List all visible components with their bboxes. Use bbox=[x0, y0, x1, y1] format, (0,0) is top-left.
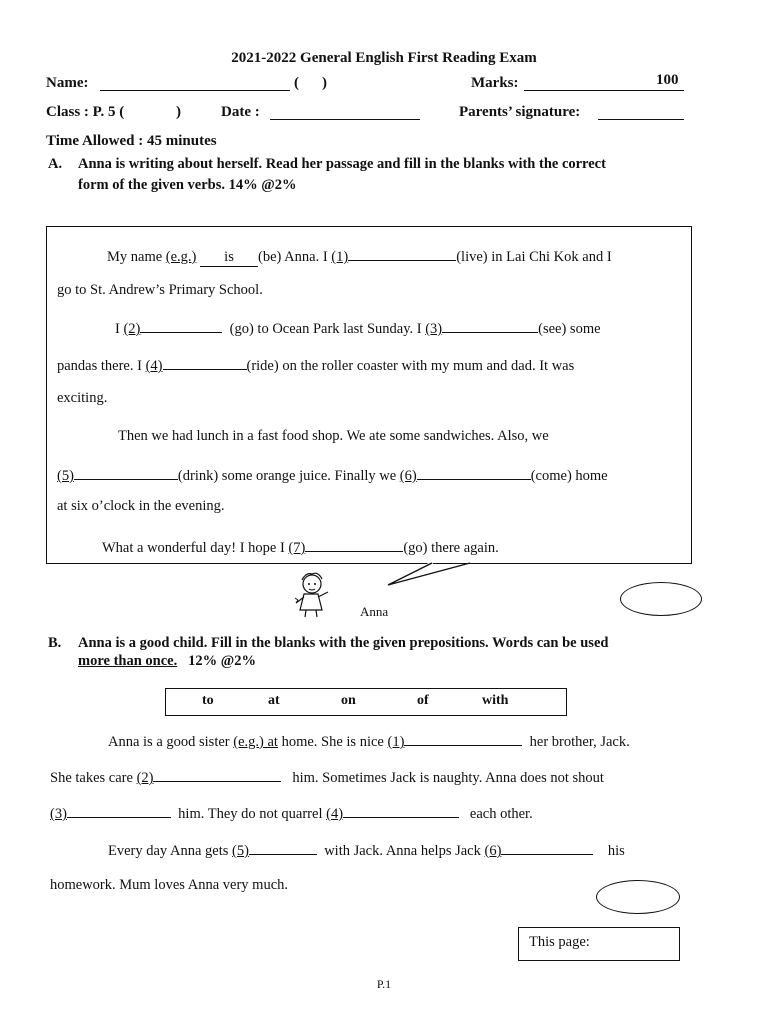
passage-line: (5) (drink) some orange juice. Finally we (6) (come) home bbox=[57, 465, 608, 485]
example-answer: is bbox=[200, 249, 258, 267]
passage-line: What a wonderful day! I hope I (7) (go) there again. bbox=[102, 537, 499, 557]
blank-number-7: (7) bbox=[288, 540, 306, 556]
parents-signature-label: Parents’ signature: bbox=[459, 104, 581, 120]
blank-number-b4: (4) bbox=[326, 806, 344, 822]
passage-b-line: homework. Mum loves Anna very much. bbox=[50, 877, 289, 893]
blank-a4[interactable] bbox=[163, 355, 247, 370]
passage-line: Then we had lunch in a fast food shop. We ate some sandwiches. Also, we bbox=[118, 428, 549, 444]
example-marker-b: (e.g.) at bbox=[233, 734, 278, 750]
blank-number-4: (4) bbox=[145, 358, 163, 374]
blank-number-b5: (5) bbox=[232, 843, 249, 859]
blank-b2[interactable] bbox=[153, 767, 281, 782]
passage-line: My name (e.g.) is (be) Anna. I (1) (live) in Lai Chi Kok and I bbox=[107, 246, 612, 267]
section-a-label: A. bbox=[48, 156, 63, 172]
time-allowed: Time Allowed : 45 minutes bbox=[46, 133, 217, 149]
blank-number-2: (2) bbox=[123, 321, 141, 337]
blank-a3[interactable] bbox=[442, 318, 538, 333]
passage-line: at six o’clock in the evening. bbox=[57, 498, 225, 514]
blank-number-3: (3) bbox=[425, 321, 443, 337]
anna-caption: Anna bbox=[360, 604, 389, 619]
word-bank-item: of bbox=[417, 693, 429, 708]
marks-value: 100 bbox=[656, 72, 679, 88]
word-bank bbox=[165, 688, 567, 716]
blank-a2[interactable] bbox=[140, 318, 222, 333]
blank-b3[interactable] bbox=[67, 803, 171, 818]
this-page-box bbox=[518, 927, 680, 961]
parents-signature-field[interactable] bbox=[598, 105, 684, 120]
date-field[interactable] bbox=[270, 105, 420, 120]
blank-b5[interactable] bbox=[249, 840, 317, 855]
section-b-instruction-line1: Anna is a good child. Fill in the blanks with the given prepositions. Words can be used bbox=[78, 635, 609, 651]
name-field[interactable] bbox=[100, 76, 290, 91]
blank-b6[interactable] bbox=[501, 840, 593, 855]
passage-b-line: Every day Anna gets (5) with Jack. Anna helps Jack (6) his bbox=[108, 840, 625, 860]
section-b-label: B. bbox=[48, 635, 62, 651]
passage-b-line: She takes care (2) him. Sometimes Jack is naughty. Anna does not shout bbox=[50, 767, 604, 787]
blank-number-b3: (3) bbox=[50, 806, 67, 822]
word-bank-item: at bbox=[268, 693, 280, 708]
page-number: P.1 bbox=[376, 977, 392, 991]
passage-line: go to St. Andrew’s Primary School. bbox=[57, 282, 263, 298]
blank-number-6: (6) bbox=[399, 468, 417, 484]
example-marker: (e.g.) bbox=[165, 249, 197, 265]
name-paren-open: ( bbox=[294, 75, 299, 91]
passage-b-line: (3) him. They do not quarrel (4) each other. bbox=[50, 803, 533, 823]
this-page-label: This page: bbox=[529, 934, 590, 950]
blank-number-1: (1) bbox=[331, 249, 349, 265]
name-paren-close: ) bbox=[322, 75, 327, 91]
passage-line: exciting. bbox=[57, 390, 108, 406]
name-label: Name: bbox=[46, 75, 89, 91]
blank-number-5: (5) bbox=[57, 468, 74, 484]
score-oval-b bbox=[596, 880, 680, 914]
blank-number-b2: (2) bbox=[136, 770, 154, 786]
word-bank-item: on bbox=[341, 693, 356, 708]
blank-a6[interactable] bbox=[417, 465, 531, 480]
blank-b4[interactable] bbox=[343, 803, 459, 818]
blank-a7[interactable] bbox=[305, 537, 403, 552]
blank-b1[interactable] bbox=[404, 731, 522, 746]
blank-a5[interactable] bbox=[74, 465, 178, 480]
exam-title: 2021-2022 General English First Reading Exam bbox=[231, 50, 537, 66]
section-a-instruction-line1: Anna is writing about herself. Read her passage and fill in the blanks with the correct bbox=[78, 156, 606, 172]
class-label: Class : P. 5 ( bbox=[46, 104, 125, 120]
word-bank-item: to bbox=[202, 693, 214, 708]
section-b-instruction-line2: more than once. 12% @2% bbox=[78, 653, 256, 669]
passage-line: I (2) (go) to Ocean Park last Sunday. I (3) (see) some bbox=[115, 318, 601, 338]
word-bank-item: with bbox=[482, 693, 509, 708]
section-a-instruction-line2: form of the given verbs. 14% @2% bbox=[78, 177, 297, 193]
blank-a1[interactable] bbox=[348, 246, 456, 261]
anna-drawing bbox=[288, 570, 338, 618]
score-oval-a bbox=[620, 582, 702, 616]
date-label: Date : bbox=[221, 104, 260, 120]
blank-number-b1: (1) bbox=[387, 734, 405, 750]
passage-b-line: Anna is a good sister (e.g.) at home. She is nice (1) her brother, Jack. bbox=[108, 731, 630, 751]
class-paren-close: ) bbox=[176, 104, 181, 120]
passage-line: pandas there. I (4) (ride) on the roller coaster with my mum and dad. It was bbox=[57, 355, 574, 375]
blank-number-b6: (6) bbox=[484, 843, 502, 859]
marks-label: Marks: bbox=[471, 75, 519, 91]
